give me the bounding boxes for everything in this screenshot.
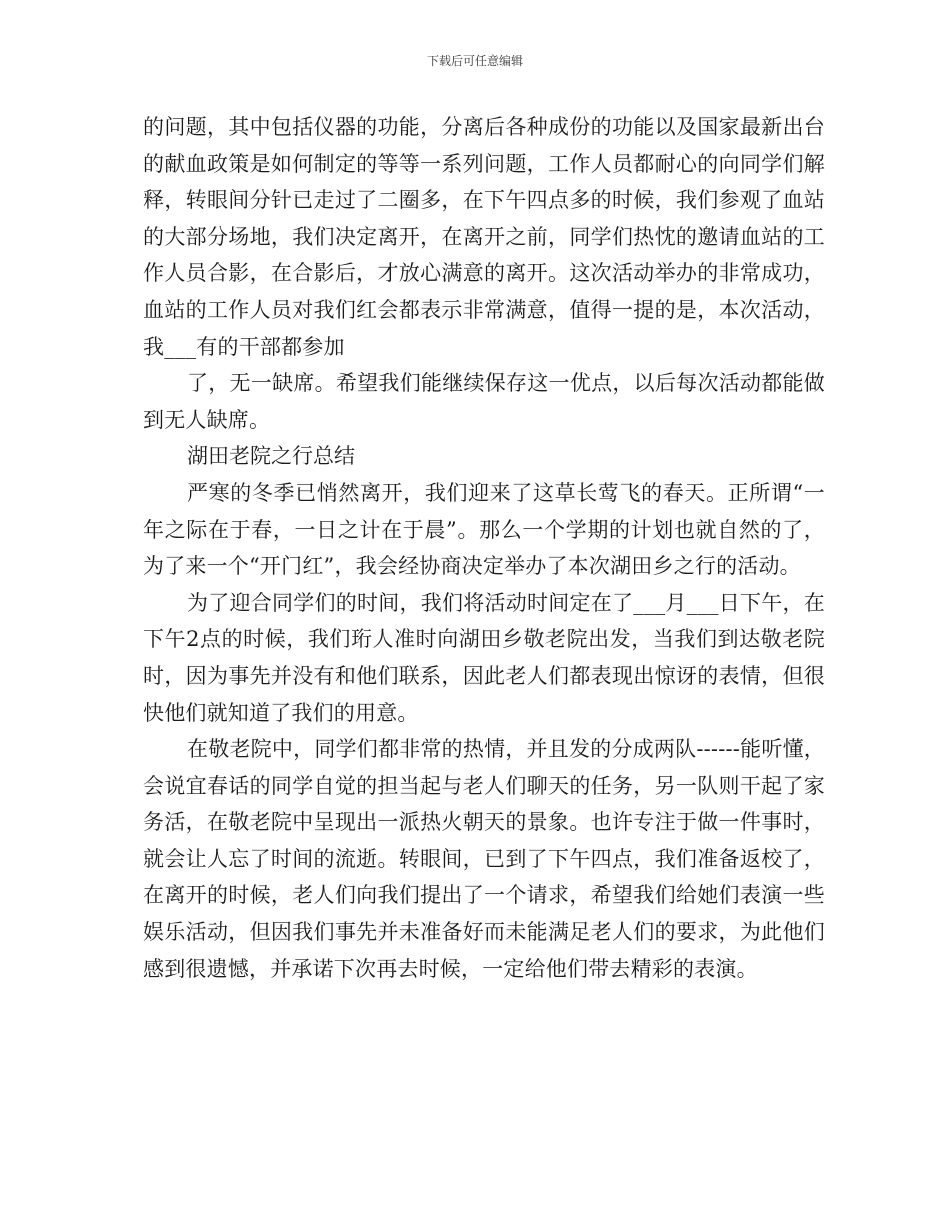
paragraph-blood-station-visit: 的问题，其中包括仪器的功能，分离后各种成份的功能以及国家最新出台的献血政策是如何制定的等等一系列问题，工作人员都耐心的向同学们解释，转眼间分针已走过了二圈多，在下午四点多的时候，我们参观了血站的大部分场地，我们决定离开，在离开之前，同学们热忱的邀请血站的工作人员合影，在合影后，才放心满意的离开。这次活动举办的非常成功，血站的工作人员对我们红会都表示非常满意，值得一提的是，本次活动，我___有的干部都参加 [143,115,825,359]
paragraph-departure: 为了迎合同学们的时间，我们将活动时间定在了___月___日下午，在下午2点的时候，我们珩人准时向湖田乡敬老院出发，当我们到达敬老院时，因为事先并没有和他们联系，因此老人们都表现出惊讶的表情，但很快他们就知道了我们的用意。 [143,590,825,725]
page-header: 下载后可任意编辑 [426,54,523,68]
document-body [143,109,825,987]
paragraph-no-absence: 了，无一缺席。希望我们能继续保存这一优点，以后每次活动都能做到无人缺席。 [143,371,825,432]
paragraph-spring-intro: 严寒的冬季已悄然离开，我们迎来了这草长莺飞的春天。正所谓“一年之际在于春，一日之计在于晨”。那么一个学期的计划也就自然的了，为了来一个“开门红”，我会经协商决定举办了本次湖田乡之行的活动。 [143,480,825,579]
paragraph-nursing-home-activities: 在敬老院中，同学们都非常的热情，并且发的分成两队------能听懂，会说宜春话的同学自觉的担当起与老人们聊天的任务，另一队则干起了家务活，在敬老院中呈现出一派热火朝天的景象。也许专注于做一件事时，就会让人忘了时间的流逝。转眼间，已到了下午四点，我们准备返校了，在离开的时候，老人们向我们提出了一个请求，希望我们给她们表演一些娱乐活动，但因我们事先并未准备好而未能满足老人们的要求，为此他们感到很遗憾，并承诺下次再去时候，一定给他们带去精彩的表演。 [143,737,825,981]
section-heading: 湖田老院之行总结 [187,444,355,469]
